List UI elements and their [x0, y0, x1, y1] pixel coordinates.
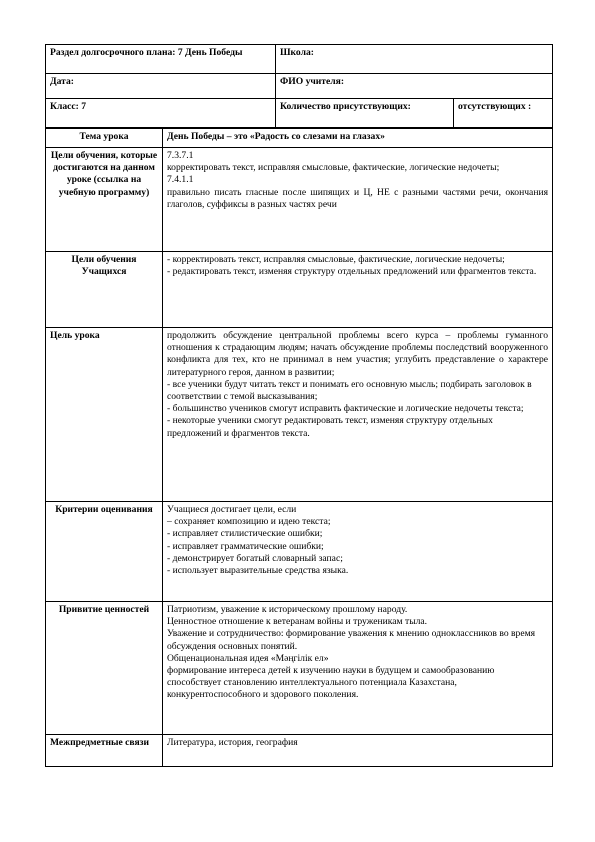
learning-goals-row	[46, 148, 553, 252]
lesson-goal-line: продолжить обсуждение центральной проблемы всего курса – проблемы гуманного отношения к страдающим людям; начать обсуждение проблемы последствий вооруженного конфликта для тех, кто не принимал в нем участия; углубить представление о характере литературного героя, данном в развитии;	[167, 330, 548, 378]
criteria-line: Учащиеся достигает цели, если	[167, 504, 297, 515]
values-line: Уважение и сотрудничество: формирование уважения к мнению одноклассников во время обсуждения основных понятий.	[167, 628, 536, 652]
absent-cell: отсутствующих :	[454, 99, 553, 128]
values-line: Общенациональная идея «Мәңгілік ел»	[167, 652, 329, 664]
lesson-goal-value	[163, 328, 553, 502]
values-line: формирование интереса детей к изучению науки в будущем и самообразованию способствует становлению интеллектуального потенциала Казахстана, конкурентоспособного и здорового поколения.	[167, 665, 495, 701]
criteria-line: – сохраняет композицию и идею текста;	[167, 516, 331, 528]
values-line: Ценностное отношение к ветеранам войны и труженикам тыла.	[167, 616, 428, 628]
values-value	[163, 602, 553, 735]
topic-value: День Победы – это «Радость со слезами на глазах»	[163, 129, 553, 148]
values-row	[46, 602, 553, 735]
lesson-goal-line: - некоторые ученики смогут редактировать текст, изменяя структуру отдельных предложений и фрагментов текста.	[167, 415, 493, 439]
teacher-cell: ФИО учителя:	[276, 74, 553, 99]
links-value: Литература, история, география	[163, 735, 553, 767]
links-row	[46, 735, 553, 767]
learning-goal-line: правильно писать гласные после шипящих и Ц, НЕ с разными частями речи, окончания глаголов, суффиксы в разных частях речи	[167, 186, 548, 210]
header-table	[45, 44, 553, 128]
school-cell: Школа:	[276, 45, 553, 74]
criteria-line: - исправляет грамматические ошибки;	[167, 540, 324, 552]
lesson-table	[45, 128, 553, 767]
criteria-label: Критерии оценивания	[46, 502, 163, 602]
criteria-value	[163, 502, 553, 602]
learning-goals-value	[163, 148, 553, 252]
present-cell: Количество присутствующих:	[276, 99, 454, 128]
student-goals-value	[163, 252, 553, 328]
lesson-goal-row	[46, 328, 553, 502]
date-cell: Дата:	[46, 74, 276, 99]
section-cell: Раздел долгосрочного плана: 7 День Победы	[46, 45, 276, 74]
learning-goals-label: Цели обучения, которые достигаются на данном уроке (ссылка на учебную программу)	[46, 148, 163, 252]
topic-label: Тема урока	[46, 129, 163, 148]
learning-goal-line: 7.3.7.1	[167, 150, 194, 161]
learning-goal-line: корректировать текст, исправляя смысловые, фактические, логические недочеты;	[167, 162, 500, 174]
topic-row	[46, 129, 553, 148]
criteria-line: - демонстрирует богатый словарный запас;	[167, 552, 343, 564]
links-label: Межпредметные связи	[46, 735, 163, 767]
lesson-goal-line: - большинство учеников смогут исправить фактические и логические недочеты текста;	[167, 403, 524, 415]
criteria-line: - использует выразительные средства языка.	[167, 565, 349, 577]
criteria-row	[46, 502, 553, 602]
lesson-goal-label: Цель урока	[46, 328, 163, 502]
student-goals-row	[46, 252, 553, 328]
student-goal-line: - корректировать текст, исправляя смысловые, фактические, логические недочеты;	[167, 254, 505, 265]
class-cell: Класс: 7	[46, 99, 276, 128]
criteria-line: - исправляет стилистические ошибки;	[167, 528, 323, 540]
values-line: Патриотизм, уважение к историческому прошлому народу.	[167, 604, 408, 615]
student-goals-label: Цели обучения Учащихся	[46, 252, 163, 328]
lesson-goal-line: - все ученики будут читать текст и понимать его основную мысль; подбирать заголовок в соответствии с темой высказывания;	[167, 378, 532, 403]
values-label: Привитие ценностей	[46, 602, 163, 735]
student-goal-line: - редактировать текст, изменяя структуру отдельных предложений или фрагментов текста.	[167, 266, 537, 278]
learning-goal-line: 7.4.1.1	[167, 174, 194, 186]
